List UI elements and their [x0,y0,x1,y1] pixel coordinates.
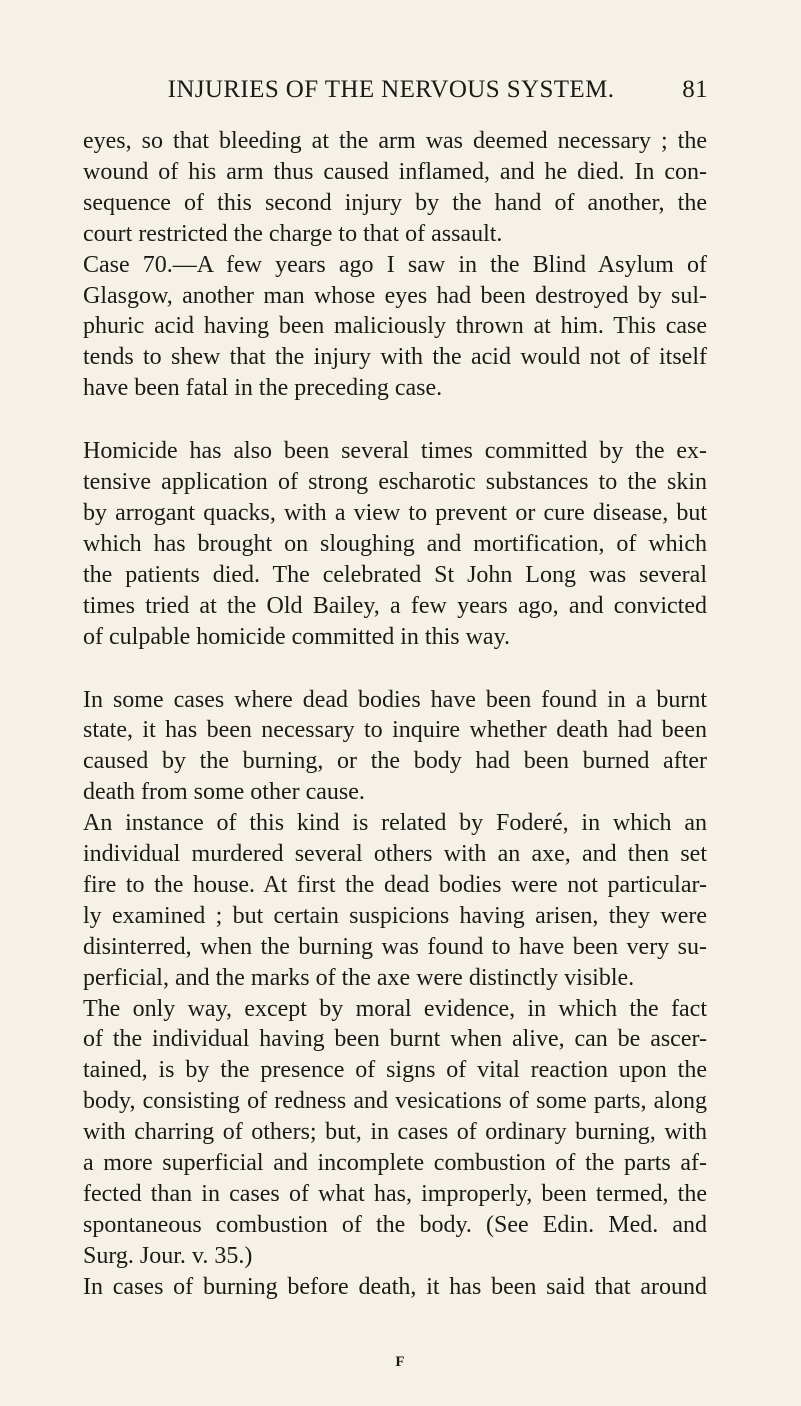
text-line: wound of his arm thus caused inflamed, and he died. In con- [83,158,707,185]
text-line: have been fatal in the preceding case. [83,375,443,402]
page-number: 81 [682,76,708,103]
text-line: tained, is by the presence of signs of vital reaction upon the [83,1057,707,1084]
text-line: of culpable homicide committed in this way. [83,623,511,650]
text-line: ly examined ; but certain suspicions having arisen, they were [83,902,707,929]
text-line: of the individual having been burnt when alive, can be ascer- [83,1026,707,1053]
text-line: court restricted the charge to that of assault. [83,220,503,247]
running-head [74,76,708,110]
text-line: times tried at the Old Bailey, a few years ago, and convicted [83,592,707,619]
running-head-title: INJURIES OF THE NERVOUS SYSTEM. [167,76,615,103]
text-line: phuric acid having been maliciously thrown at him. This case [83,313,707,340]
text-line: death from some other cause. [83,779,365,806]
text-line: by arrogant quacks, with a view to prevent or cure disease, but [83,499,707,526]
text-line: disinterred, when the burning was found to have been very su- [83,933,707,960]
text-line: eyes, so that bleeding at the arm was deemed necessary ; the [83,128,707,154]
text-line: the patients died. The celebrated St John Long was several [83,561,707,588]
body-text [83,126,707,1303]
text-line: with charring of others; but, in cases of ordinary burning, with [83,1119,707,1146]
text-line: individual murdered several others with an axe, and then set [83,841,707,868]
text-line: Glasgow, another man whose eyes had been destroyed by sul- [83,282,707,309]
paragraph-gap [83,404,707,436]
text-line: spontaneous combustion of the body. (See Edin. Med. and [83,1211,707,1238]
text-line: tensive application of strong escharotic substances to the skin [83,469,707,496]
text-line: The only way, except by moral evidence, in which the fact [83,995,707,1022]
text-line: caused by the burning, or the body had been burned after [83,748,707,775]
text-line: Homicide has also been several times committed by the ex- [83,438,707,465]
text-line: which has brought on sloughing and mortification, of which [83,530,707,557]
text-line: tends to shew that the injury with the acid would not of itself [83,344,707,371]
text-line: fire to the house. At first the dead bodies were not particular- [83,871,707,898]
text-line: fected than in cases of what has, improperly, been termed, the [83,1181,707,1207]
text-line: An instance of this kind is related by Foderé, in which an [83,810,707,837]
signature-mark: F [395,1354,406,1370]
text-line: In cases of burning before death, it has been said that around [83,1273,707,1300]
text-line: sequence of this second injury by the hand of another, the [83,189,707,216]
case-heading-line: Case 70.—A few years ago I saw in the Blind Asylum of [83,251,707,278]
text-line: body, consisting of redness and vesications of some parts, along [83,1088,707,1115]
text-line: perficial, and the marks of the axe were distinctly visible. [83,964,635,991]
text-line: In some cases where dead bodies have been found in a burnt [83,686,707,713]
paragraph-gap [83,653,707,685]
text-line: state, it has been necessary to inquire whether death had been [83,717,707,744]
text-line: a more superficial and incomplete combustion of the parts af- [83,1150,707,1177]
text-line: Surg. Jour. v. 35.) [83,1242,253,1269]
